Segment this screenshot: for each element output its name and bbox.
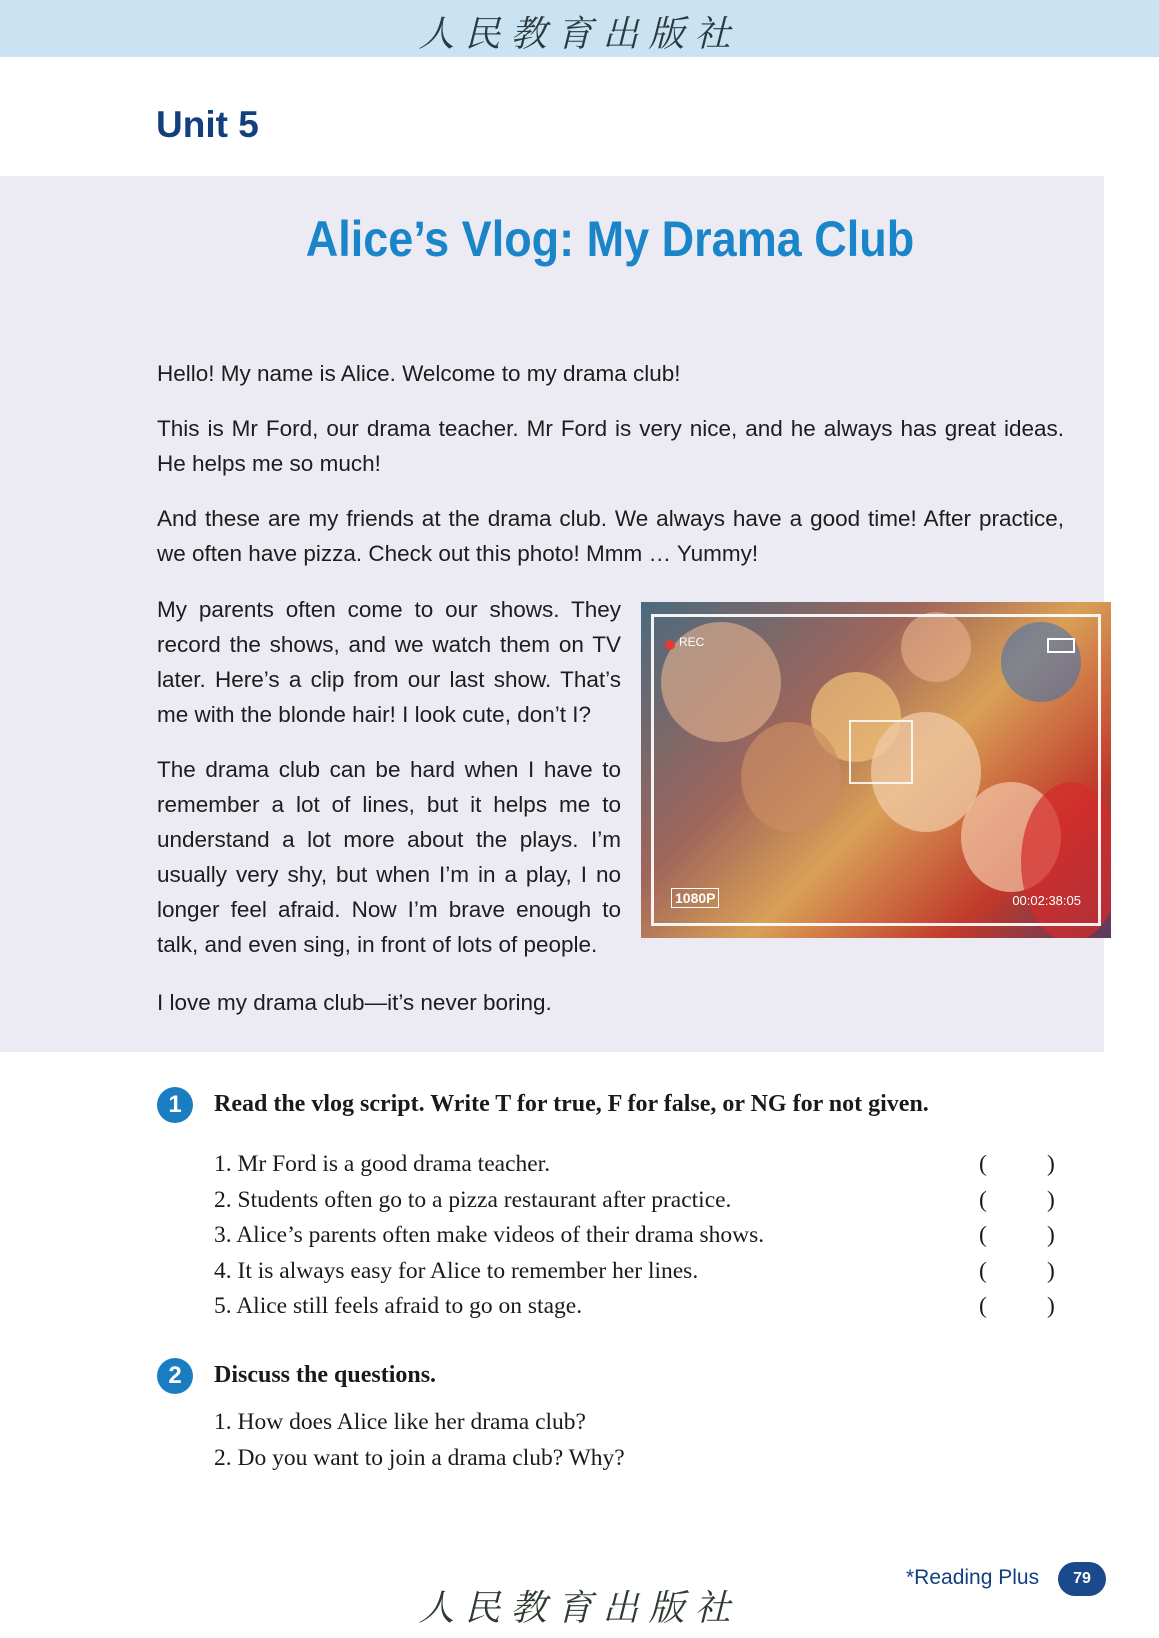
list-item [214, 1441, 1064, 1477]
article-paragraph: My parents often come to our shows. They record the shows, and we watch them on TV later. Here’s a clip from our last show. That’s me with the blonde hair! I look cute, don’t I? [157, 597, 621, 727]
article-paragraph: And these are my friends at the drama club. We always have a good time! After practice, we often have pizza. Check out this photo! Mmm … Yummy! [157, 506, 1064, 566]
question-text: 2. Students often go to a pizza restaurant after practice. [214, 1186, 732, 1213]
record-dot-icon [665, 640, 675, 650]
article-title: Alice’s Vlog: My Drama Club [305, 211, 915, 267]
list-item [214, 1183, 1064, 1219]
article-paragraph: The drama club can be hard when I have to remember a lot of lines, but it helps me to understand a lot more about the plays. I’m usually very shy, but when I’m in a play, I no longer feel afraid. Now I’m brave enough to talk, and even sing, in front of lots of people. [157, 757, 621, 957]
battery-icon [1047, 638, 1075, 653]
page-number-badge: 79 [1058, 1562, 1106, 1596]
exercise-2-list [214, 1405, 1064, 1476]
question-text: 5. Alice still feels afraid to go on stage. [214, 1293, 583, 1319]
rec-label: REC [679, 635, 705, 649]
answer-close-paren: ) [1047, 1151, 1055, 1177]
question-text: 1. How does Alice like her drama club? [214, 1409, 586, 1435]
publisher-logo-top: 人民教育出版社 [418, 14, 741, 55]
timecode-label: 00:02:38:05 [1012, 893, 1081, 908]
section-label: *Reading Plus [906, 1566, 1040, 1589]
answer-close-paren: ) [1047, 1222, 1055, 1248]
answer-close-paren: ) [1047, 1257, 1055, 1284]
answer-close-paren: ) [1047, 1293, 1055, 1319]
exercise-1-badge: 1 [157, 1087, 193, 1123]
list-item [214, 1147, 1064, 1183]
list-item [214, 1289, 1064, 1325]
question-text: 3. Alice’s parents often make videos of their drama shows. [214, 1222, 765, 1248]
exercise-2-badge: 2 [157, 1358, 193, 1394]
answer-close-paren: ) [1047, 1186, 1055, 1213]
focus-box-icon [849, 720, 913, 784]
article-paragraph: Hello! My name is Alice. Welcome to my drama club! [157, 361, 681, 386]
vlog-photo [641, 602, 1111, 938]
list-item [214, 1254, 1064, 1290]
exercise-1-instruction: Read the vlog script. Write T for true, F for false, or NG for not given. [214, 1091, 929, 1117]
answer-open-paren[interactable]: ( [979, 1151, 987, 1177]
exercise-2-instruction: Discuss the questions. [214, 1362, 437, 1388]
list-item [214, 1218, 1064, 1254]
answer-open-paren[interactable]: ( [979, 1222, 987, 1248]
question-text: 2. Do you want to join a drama club? Why? [214, 1444, 625, 1471]
answer-open-paren[interactable]: ( [979, 1257, 987, 1284]
answer-open-paren[interactable]: ( [979, 1293, 987, 1319]
exercise-1-list [214, 1147, 1064, 1325]
article-paragraph: This is Mr Ford, our drama teacher. Mr Ford is very nice, and he always has great ideas. He helps me so much! [157, 416, 1064, 476]
article-paragraph: I love my drama club—it’s never boring. [157, 990, 552, 1015]
list-item [214, 1405, 1064, 1441]
question-text: 1. Mr Ford is a good drama teacher. [214, 1151, 551, 1177]
answer-open-paren[interactable]: ( [979, 1186, 987, 1213]
resolution-label: 1080P [671, 888, 719, 908]
publisher-logo-bottom: 人民教育出版社 [418, 1588, 741, 1629]
unit-title: Unit 5 [156, 104, 259, 145]
question-text: 4. It is always easy for Alice to remember her lines. [214, 1257, 699, 1284]
